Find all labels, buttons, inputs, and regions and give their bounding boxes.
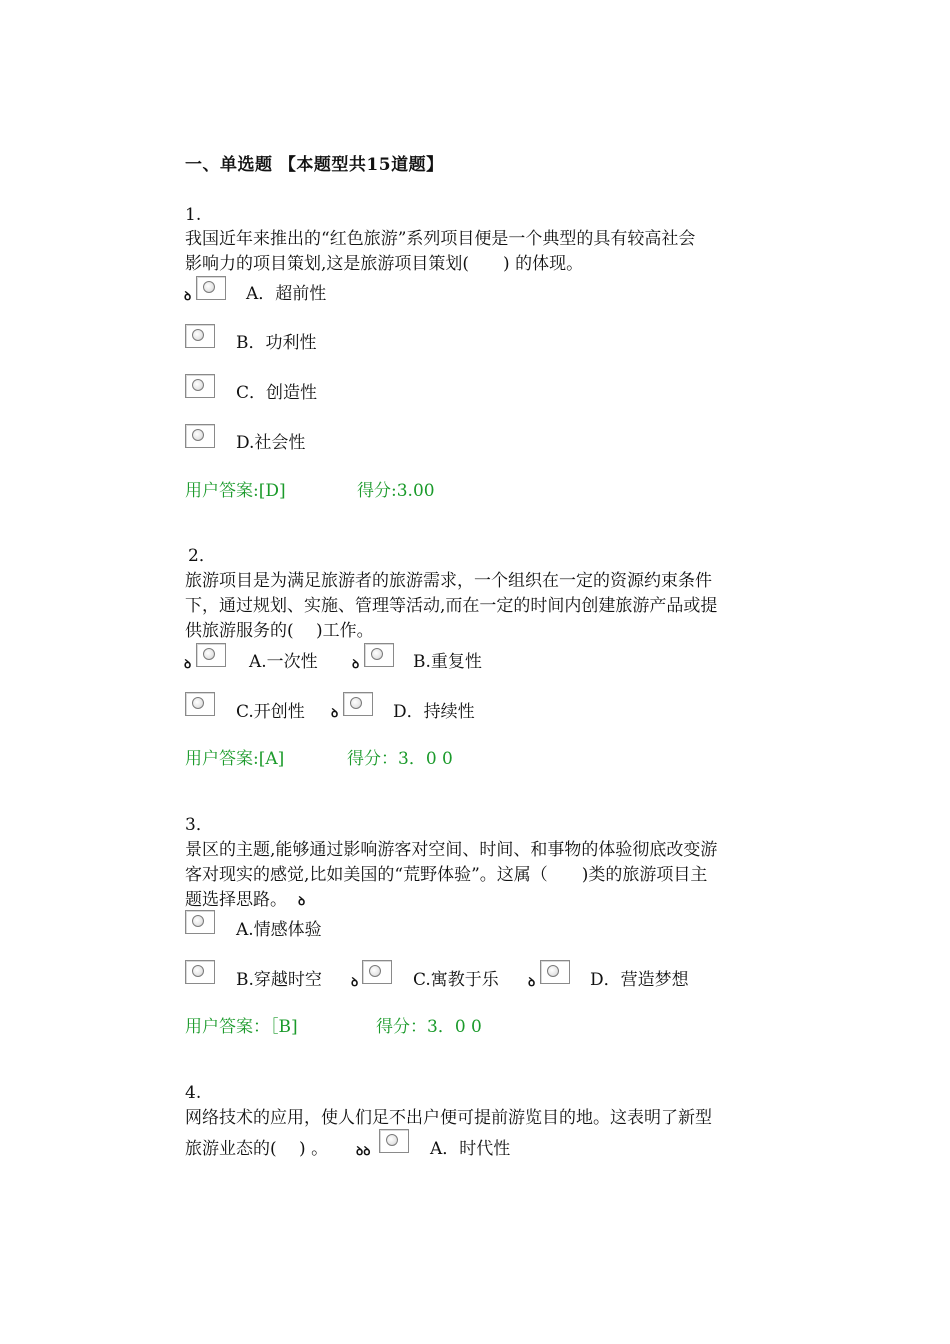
- anchor-mark-icon: ꝺ: [184, 289, 192, 303]
- question-2-text-line-2: 下，通过规划、实施、管理等活动,而在一定的时间内创建旅游产品或提: [185, 596, 718, 616]
- question-1-text-line-1: 我国近年来推出的“红色旅游”系列项目便是一个典型的具有较高社会: [185, 229, 696, 249]
- q1-option-c-radio[interactable]: [185, 374, 215, 398]
- question-2-text-line-3: 供旅游服务的( )工作。: [185, 621, 374, 641]
- q3-option-c-label: C.寓教于乐: [413, 970, 499, 990]
- q4-option-a-label: A．时代性: [430, 1139, 511, 1159]
- q3-option-a-radio[interactable]: [185, 910, 215, 934]
- question-4-text-line-2: 旅游业态的( ) 。: [185, 1139, 329, 1159]
- q2-score: 得分：3．0 0: [347, 749, 453, 769]
- q3-option-b-radio[interactable]: [185, 960, 215, 984]
- q2-option-d-label: D．持续性: [393, 702, 475, 722]
- q2-option-b-radio[interactable]: [364, 643, 394, 667]
- q2-option-c-label: C.开创性: [236, 702, 305, 722]
- q1-option-b-radio[interactable]: [185, 324, 215, 348]
- q2-option-c-radio[interactable]: [185, 692, 215, 716]
- q1-score: 得分:3.00: [357, 481, 435, 501]
- question-1-text-line-2: 影响力的项目策划,这是旅游项目策划( ) 的体现。: [185, 254, 584, 274]
- section-title: 一、单选题 【本题型共15道题】: [185, 155, 444, 175]
- question-2-number: 2．: [188, 546, 216, 566]
- q1-option-d-label: D.社会性: [236, 433, 306, 453]
- q3-option-d-label: D．营造梦想: [590, 970, 689, 990]
- q3-option-a-label: A.情感体验: [236, 920, 322, 940]
- q2-option-b-label: B.重复性: [413, 652, 482, 672]
- question-1-number: 1.: [185, 205, 202, 225]
- q1-option-b-label: B．功利性: [236, 333, 317, 353]
- q3-option-d-radio[interactable]: [540, 960, 570, 984]
- question-4-number: 4.: [185, 1083, 202, 1103]
- q1-user-answer: 用户答案:[D]: [185, 481, 286, 501]
- question-3-text-line-3: 题选择思路。: [185, 890, 287, 910]
- q3-score: 得分：3．0 0: [376, 1017, 482, 1037]
- question-4-text-line-1: 网络技术的应用，使人们足不出户便可提前游览目的地。这表明了新型: [185, 1108, 712, 1128]
- anchor-mark-icon: ꝺ: [298, 894, 306, 908]
- q2-option-a-radio[interactable]: [196, 643, 226, 667]
- anchor-mark-icon: ꝺ: [528, 975, 536, 989]
- question-3-number: 3．: [185, 815, 213, 835]
- q1-option-a-label: A．超前性: [246, 284, 327, 304]
- q1-option-a-radio[interactable]: [196, 276, 226, 300]
- q3-option-b-label: B.穿越时空: [236, 970, 322, 990]
- anchor-mark-icon: ꝺ: [351, 975, 359, 989]
- question-3-text-line-2: 客对现实的感觉,比如美国的“荒野体验”。这属（ )类的旅游项目主: [185, 865, 708, 885]
- q3-user-answer: 用户答案：［B]: [185, 1017, 298, 1037]
- q2-option-d-radio[interactable]: [343, 692, 373, 716]
- q3-option-c-radio[interactable]: [362, 960, 392, 984]
- anchor-mark-icon: ꝺ: [184, 657, 192, 671]
- q2-option-a-label: A.一次性: [249, 652, 318, 672]
- anchor-mark-icon: ꝺꝺ: [356, 1144, 371, 1158]
- q1-option-c-label: C．创造性: [236, 383, 318, 403]
- anchor-mark-icon: ꝺ: [331, 706, 339, 720]
- question-3-text-line-1: 景区的主题,能够通过影响游客对空间、时间、和事物的体验彻底改变游: [185, 840, 718, 860]
- anchor-mark-icon: ꝺ: [352, 657, 360, 671]
- q2-user-answer: 用户答案:[A]: [185, 749, 285, 769]
- q1-option-d-radio[interactable]: [185, 424, 215, 448]
- q4-option-a-radio[interactable]: [379, 1129, 409, 1153]
- question-2-text-line-1: 旅游项目是为满足旅游者的旅游需求，一个组织在一定的资源约束条件: [185, 571, 712, 591]
